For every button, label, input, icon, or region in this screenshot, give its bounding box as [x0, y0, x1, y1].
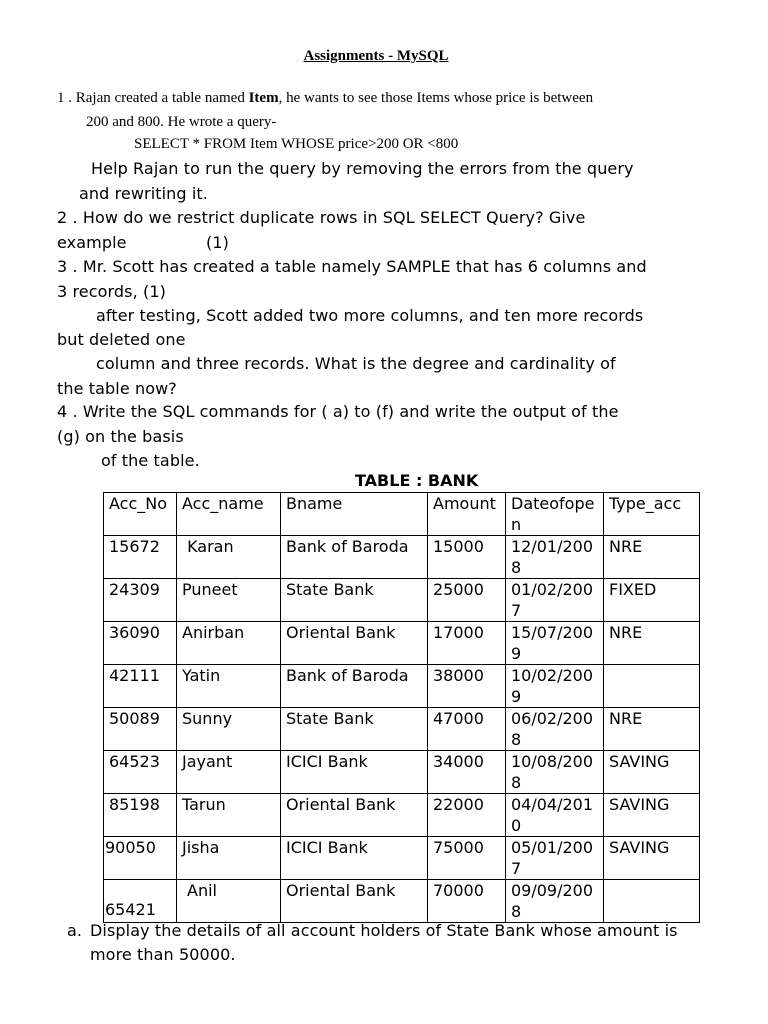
- q2-line-2: example: [57, 233, 127, 252]
- cell-amount: 15000: [428, 536, 506, 579]
- q1-query: SELECT * FROM Item WHOSE price>200 OR <800: [134, 136, 459, 152]
- cell-date: 05/01/2007: [506, 837, 604, 880]
- cell-acc-name: Puneet: [177, 579, 281, 622]
- cell-date: 01/02/2007: [506, 579, 604, 622]
- header-bname: Bname: [281, 493, 428, 536]
- cell-acc-name: Tarun: [177, 794, 281, 837]
- q1-line-1-post: , he wants to see those Items whose price is between: [278, 90, 594, 106]
- cell-bname: Oriental Bank: [281, 622, 428, 665]
- table-row: [104, 579, 700, 622]
- cell-bname: State Bank: [281, 708, 428, 751]
- cell-date: 15/07/2009: [506, 622, 604, 665]
- cell-acc-name: Yatin: [177, 665, 281, 708]
- header-type-acc: Type_acc: [604, 493, 700, 536]
- cell-date: 06/02/2008: [506, 708, 604, 751]
- cell-amount: 25000: [428, 579, 506, 622]
- cell-date: 09/09/2008: [506, 880, 604, 923]
- cell-bname: ICICI Bank: [281, 751, 428, 794]
- q3-line-1: 3 . Mr. Scott has created a table namely SAMPLE that has 6 columns and: [57, 257, 647, 276]
- header-amount: Amount: [428, 493, 506, 536]
- cell-amount: 22000: [428, 794, 506, 837]
- q1-line-1: [57, 90, 593, 107]
- q3-line-3: after testing, Scott added two more columns, and ten more records: [96, 306, 644, 325]
- header-acc-name: Acc_name: [177, 493, 281, 536]
- cell-bname: Oriental Bank: [281, 794, 428, 837]
- table-row: [104, 751, 700, 794]
- cell-type: [604, 665, 700, 708]
- cell-amount: 38000: [428, 665, 506, 708]
- cell-type: NRE: [604, 536, 700, 579]
- table-caption: TABLE : BANK: [355, 471, 479, 490]
- cell-acc-name: Anil: [177, 880, 281, 923]
- cell-amount: 34000: [428, 751, 506, 794]
- cell-bname: ICICI Bank: [281, 837, 428, 880]
- q3-line-2: 3 records, (1): [57, 282, 166, 301]
- qa-line-2: more than 50000.: [90, 945, 236, 964]
- cell-bname: Bank of Baroda: [281, 536, 428, 579]
- cell-acc-no: 90050: [104, 837, 177, 880]
- q1-table-name: Item: [248, 90, 279, 106]
- q2-line-1: 2 . How do we restrict duplicate rows in SQL SELECT Query? Give: [57, 208, 586, 227]
- q4-line-3: of the table.: [101, 451, 200, 470]
- table-row: [104, 622, 700, 665]
- q1-line-1-pre: 1 . Rajan created a table named: [57, 90, 249, 106]
- cell-type: SAVING: [604, 794, 700, 837]
- cell-date: 10/08/2008: [506, 751, 604, 794]
- cell-acc-name: Sunny: [177, 708, 281, 751]
- cell-type: NRE: [604, 622, 700, 665]
- table-row: [104, 665, 700, 708]
- cell-bname: Bank of Baroda: [281, 665, 428, 708]
- qa-marker: a.: [67, 921, 83, 940]
- cell-acc-name: Anirban: [177, 622, 281, 665]
- q3-line-5: column and three records. What is the degree and cardinality of: [96, 354, 616, 373]
- cell-type: NRE: [604, 708, 700, 751]
- table-row: [104, 880, 700, 923]
- document-title: Assignments - MySQL: [303, 48, 449, 64]
- cell-bname: Oriental Bank: [281, 880, 428, 923]
- cell-type: SAVING: [604, 751, 700, 794]
- cell-acc-no: 85198: [104, 794, 177, 837]
- table-row: [104, 708, 700, 751]
- cell-type: [604, 880, 700, 923]
- cell-acc-no: 42111: [104, 665, 177, 708]
- table-row: [104, 837, 700, 880]
- cell-date: 04/04/2010: [506, 794, 604, 837]
- cell-amount: 75000: [428, 837, 506, 880]
- q2-marks: (1): [206, 233, 229, 252]
- cell-bname: State Bank: [281, 579, 428, 622]
- q3-line-6: the table now?: [57, 379, 177, 398]
- cell-date: 10/02/2009: [506, 665, 604, 708]
- cell-acc-no: 65421: [104, 880, 177, 923]
- cell-amount: 70000: [428, 880, 506, 923]
- q3-line-4: but deleted one: [57, 330, 186, 349]
- header-date-of-open: Dateofopen: [506, 493, 604, 536]
- cell-acc-name: Jayant: [177, 751, 281, 794]
- cell-acc-no: 15672: [104, 536, 177, 579]
- cell-acc-name: Jisha: [177, 837, 281, 880]
- cell-date: 12/01/2008: [506, 536, 604, 579]
- table-row: [104, 794, 700, 837]
- q1-line-3: Help Rajan to run the query by removing the errors from the query: [91, 159, 634, 178]
- cell-amount: 47000: [428, 708, 506, 751]
- header-acc-no: Acc_No: [104, 493, 177, 536]
- q1-line-4: and rewriting it.: [79, 184, 208, 203]
- cell-acc-no: 50089: [104, 708, 177, 751]
- cell-acc-name: Karan: [177, 536, 281, 579]
- cell-acc-no: 24309: [104, 579, 177, 622]
- q4-line-1: 4 . Write the SQL commands for ( a) to (f) and write the output of the: [57, 402, 619, 421]
- cell-acc-no: 64523: [104, 751, 177, 794]
- cell-amount: 17000: [428, 622, 506, 665]
- q1-line-2: 200 and 800. He wrote a query-: [86, 114, 277, 130]
- qa-line-1: Display the details of all account holders of State Bank whose amount is: [90, 921, 678, 940]
- cell-type: SAVING: [604, 837, 700, 880]
- table-header-row: [104, 493, 700, 536]
- cell-acc-no: 36090: [104, 622, 177, 665]
- q4-line-2: (g) on the basis: [57, 427, 184, 446]
- cell-type: FIXED: [604, 579, 700, 622]
- table-row: [104, 536, 700, 579]
- bank-table: [103, 492, 700, 923]
